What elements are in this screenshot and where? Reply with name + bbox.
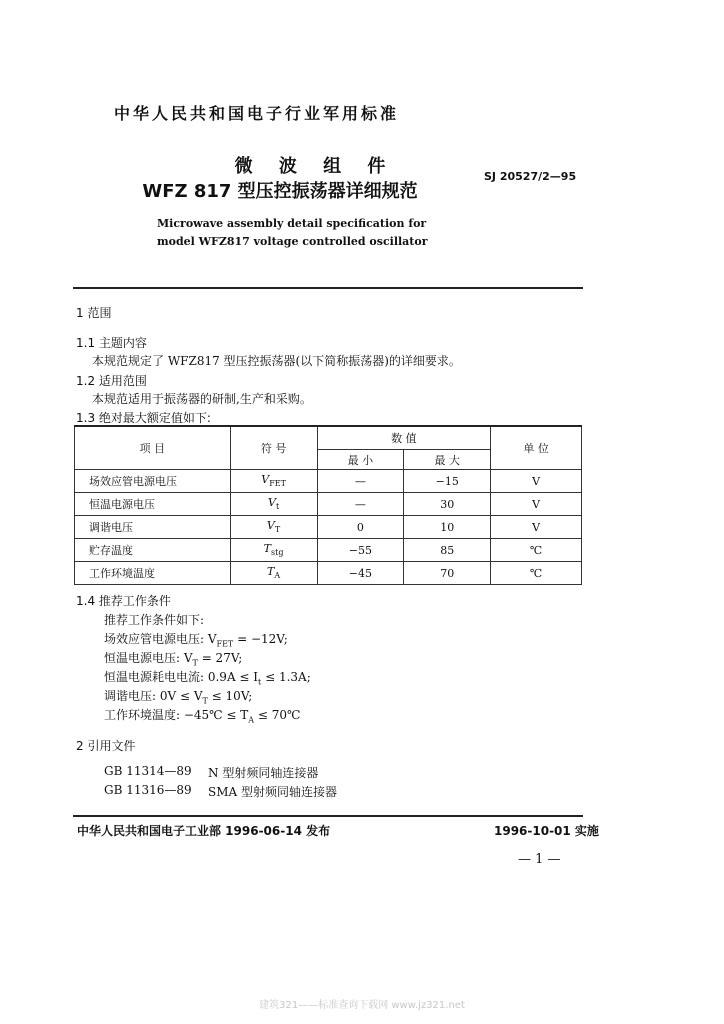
row-name: 调谐电压 bbox=[75, 516, 231, 539]
condition-item: 场效应管电源电压: $V_{FET} = -12V$; bbox=[104, 632, 288, 649]
header-item: 项 目 bbox=[75, 426, 231, 470]
header-symbol: 符 号 bbox=[230, 426, 317, 470]
watermark-text: 建筑321——标准查询下载网 www.jz321.net bbox=[259, 1000, 465, 1011]
table-row bbox=[75, 493, 582, 516]
section-1-4-heading: 1.4 推荐工作条件 bbox=[76, 594, 171, 608]
absolute-max-ratings-table bbox=[74, 425, 582, 585]
bottom-divider bbox=[73, 815, 583, 817]
standard-type-heading: 中华人民共和国电子行业军用标准 bbox=[114, 104, 400, 123]
table-row bbox=[75, 562, 582, 585]
standard-number: SJ 20527/2—95 bbox=[484, 170, 577, 183]
reference-title: SMA 型射频同轴连接器 bbox=[208, 785, 337, 799]
row-unit: V bbox=[491, 516, 582, 539]
header-min: 最 小 bbox=[317, 450, 404, 470]
row-unit: ℃ bbox=[491, 539, 582, 562]
reference-code: GB 11316—89 bbox=[104, 783, 192, 797]
row-name: 恒温电源电压 bbox=[75, 493, 231, 516]
issue-date: 中华人民共和国电子工业部 1996-06-14 发布 bbox=[77, 824, 331, 838]
row-min: — bbox=[317, 493, 404, 516]
row-symbol: $T_A$ bbox=[230, 562, 317, 585]
row-name: 工作环境温度 bbox=[75, 562, 231, 585]
header-unit: 单 位 bbox=[491, 426, 582, 470]
section-1-1-heading: 1.1 主题内容 bbox=[76, 336, 147, 350]
condition-item: 恒温电源耗电电流: $0.9A \le I_t \le 1.3A$; bbox=[104, 670, 311, 687]
table-row bbox=[75, 516, 582, 539]
row-max: 70 bbox=[404, 562, 491, 585]
header-max: 最 大 bbox=[404, 450, 491, 470]
row-symbol: $T_{stg}$ bbox=[230, 539, 317, 562]
english-title-line2: model WFZ817 voltage controlled oscillator bbox=[157, 235, 428, 248]
section-1-heading: 1 范围 bbox=[76, 306, 112, 320]
row-symbol: $V_t$ bbox=[230, 493, 317, 516]
row-max: −15 bbox=[404, 470, 491, 493]
section-1-3-heading: 1.3 绝对最大额定值如下: bbox=[76, 411, 211, 425]
row-name: 贮存温度 bbox=[75, 539, 231, 562]
table-row bbox=[75, 470, 582, 493]
condition-item: 恒温电源电压: $V_T = 27V$; bbox=[104, 651, 243, 668]
row-min: — bbox=[317, 470, 404, 493]
condition-item: 调谐电压: $0V \le V_T \le 10V$; bbox=[104, 689, 253, 706]
row-min: −45 bbox=[317, 562, 404, 585]
row-symbol: $V_T$ bbox=[230, 516, 317, 539]
top-divider bbox=[73, 287, 583, 289]
row-name: 场效应管电源电压 bbox=[75, 470, 231, 493]
reference-title: N 型射频同轴连接器 bbox=[208, 766, 319, 780]
row-unit: V bbox=[491, 470, 582, 493]
row-max: 30 bbox=[404, 493, 491, 516]
section-1-4-intro: 推荐工作条件如下: bbox=[104, 613, 205, 627]
row-max: 10 bbox=[404, 516, 491, 539]
row-min: −55 bbox=[317, 539, 404, 562]
condition-item: 工作环境温度: −45℃ ≤ $T_A$ ≤ 70℃ bbox=[104, 708, 301, 725]
row-unit: ℃ bbox=[491, 562, 582, 585]
row-unit: V bbox=[491, 493, 582, 516]
section-2-heading: 2 引用文件 bbox=[76, 739, 136, 753]
reference-code: GB 11314—89 bbox=[104, 764, 192, 778]
section-1-1-text: 本规范规定了 WFZ817 型压控振荡器(以下简称振荡器)的详细要求。 bbox=[92, 354, 461, 368]
header-value: 数 值 bbox=[317, 426, 491, 450]
page-number: — 1 — bbox=[518, 852, 561, 867]
section-1-2-text: 本规范适用于振荡器的研制,生产和采购。 bbox=[92, 392, 312, 406]
row-symbol: $V_{FET}$ bbox=[230, 470, 317, 493]
english-title-line1: Microwave assembly detail specification for bbox=[157, 217, 427, 230]
document-title-line1: 微 波 组 件 bbox=[234, 156, 396, 177]
document-title-line2: WFZ 817 型压控振荡器详细规范 bbox=[142, 181, 418, 202]
row-max: 85 bbox=[404, 539, 491, 562]
table-row bbox=[75, 539, 582, 562]
row-min: 0 bbox=[317, 516, 404, 539]
effective-date: 1996-10-01 实施 bbox=[494, 824, 599, 838]
section-1-2-heading: 1.2 适用范围 bbox=[76, 374, 147, 388]
